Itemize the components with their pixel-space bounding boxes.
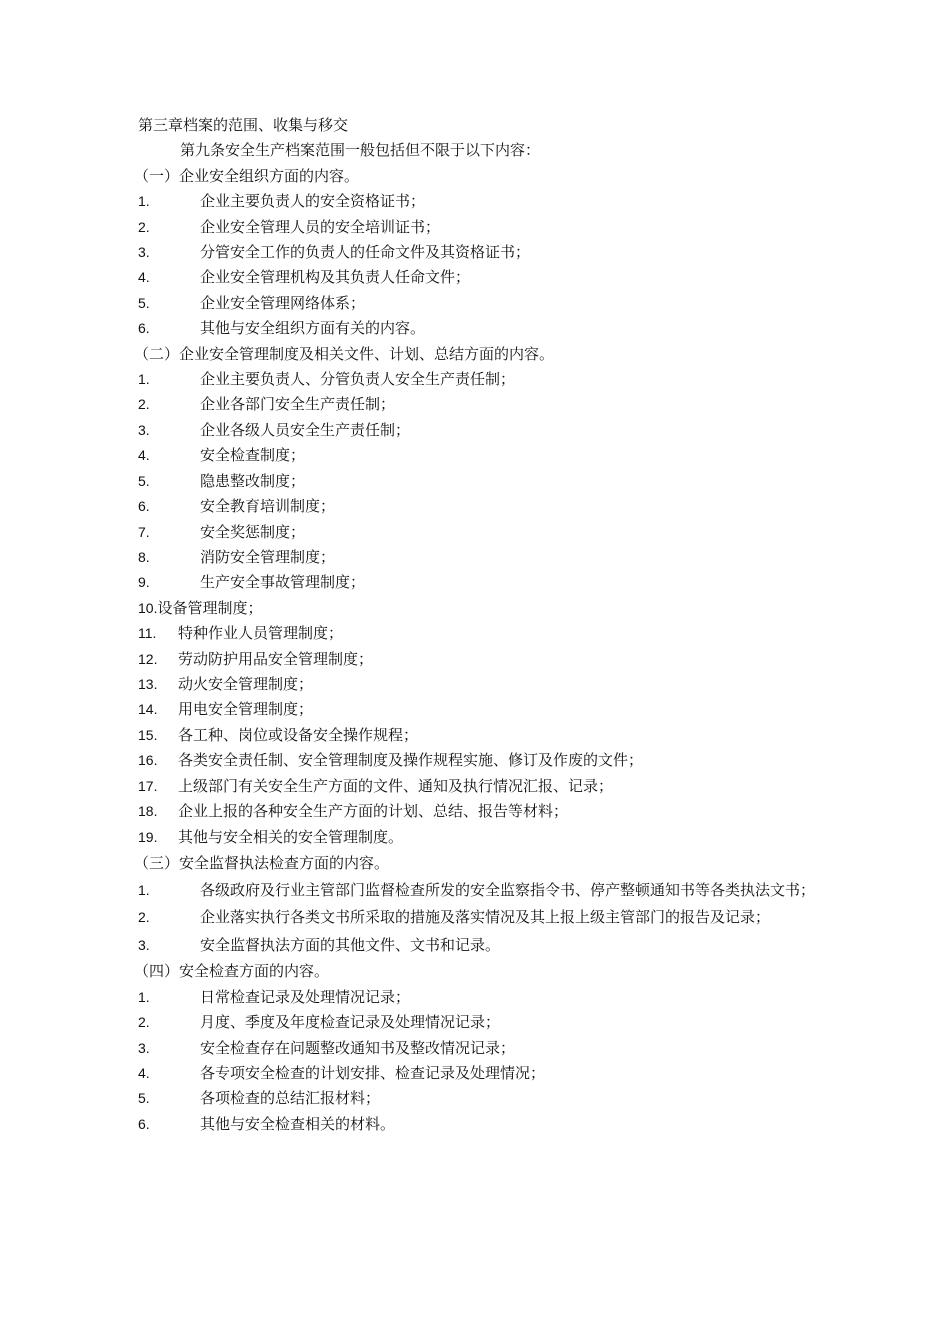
item-text: 生产安全事故管理制度； <box>200 573 366 592</box>
item-text: 各类安全责任制、安全管理制度及操作规程实施、修订及作废的文件； <box>178 751 644 770</box>
item-text: 各专项安全检查的计划安排、检查记录及处理情况； <box>200 1063 546 1082</box>
item-number: 2. <box>138 396 150 413</box>
section-title: （三）安全监督执法检查方面的内容。 <box>134 854 390 873</box>
list-item <box>138 469 828 494</box>
list-item <box>138 443 828 468</box>
list-item <box>138 189 828 214</box>
item-number: 2. <box>138 909 150 926</box>
list-item <box>138 877 828 905</box>
item-number: 1. <box>138 881 150 898</box>
item-number: 17. <box>138 777 158 794</box>
item-number: 13. <box>138 675 158 692</box>
list-item <box>138 265 828 290</box>
item-number: 3. <box>138 421 150 438</box>
list-item <box>138 392 828 417</box>
item-number: 6. <box>138 320 150 337</box>
item-text: 企业主要负责人的安全资格证书； <box>200 192 426 211</box>
item-text: 上级部门有关安全生产方面的文件、通知及执行情况汇报、记录； <box>178 776 614 795</box>
list-item <box>138 1010 828 1035</box>
item-number: 2. <box>138 218 150 235</box>
item-text: 隐患整改制度； <box>200 471 306 490</box>
article-intro: 第九条安全生产档案范围一般包括但不限于以下内容： <box>180 141 541 160</box>
section-title: （四）安全检查方面的内容。 <box>134 962 330 981</box>
item-number: 3. <box>138 936 150 953</box>
list-item <box>138 647 828 672</box>
list-item <box>138 621 828 646</box>
section-title: （二）企业安全管理制度及相关文件、计划、总结方面的内容。 <box>134 344 555 363</box>
item-number: 5. <box>138 1090 150 1107</box>
item-number: 19. <box>138 829 158 846</box>
list-item <box>138 799 828 824</box>
list-item <box>138 932 828 960</box>
list-item <box>138 545 828 570</box>
item-number: 14. <box>138 701 158 718</box>
item-text: 各项检查的总结汇报材料； <box>200 1089 381 1108</box>
item-number: 4. <box>138 269 150 286</box>
item-number: 2. <box>138 1014 150 1031</box>
list-item <box>138 494 828 519</box>
list-item <box>138 1086 828 1111</box>
item-number: 4. <box>138 1064 150 1081</box>
item-text: 企业安全管理网络体系； <box>200 293 366 312</box>
item-number: 1. <box>138 371 150 388</box>
item-text: 设备管理制度； <box>157 598 263 617</box>
list-item <box>138 316 828 341</box>
item-number: 18. <box>138 802 158 819</box>
document-body <box>134 113 828 1137</box>
item-text: 企业安全管理机构及其负责人任命文件； <box>200 268 471 287</box>
item-number: 6. <box>138 498 150 515</box>
item-text: 企业上报的各种安全生产方面的计划、总结、报告等材料； <box>178 801 569 820</box>
list-item <box>138 596 828 621</box>
item-number: 5. <box>138 294 150 311</box>
list-item <box>138 1112 828 1137</box>
item-number: 3. <box>138 244 150 261</box>
item-text: 安全监督执法方面的其他文件、文书和记录。 <box>200 935 501 954</box>
item-text: 安全检查制度； <box>200 446 306 465</box>
item-number: 15. <box>138 726 158 743</box>
chapter-title: 第三章档案的范围、收集与移交 <box>138 116 349 134</box>
item-number: 12. <box>138 650 158 667</box>
list-item <box>138 240 828 265</box>
list-item <box>138 774 828 799</box>
list-item <box>138 291 828 316</box>
item-number: 11. <box>138 625 157 642</box>
item-number: 4. <box>138 447 150 464</box>
item-number: 10. <box>138 599 158 616</box>
list-item <box>138 367 828 392</box>
item-number: 16. <box>138 752 158 769</box>
item-text: 安全检查存在问题整改通知书及整改情况记录； <box>200 1038 516 1057</box>
item-text: 其他与安全检查相关的材料。 <box>200 1114 396 1133</box>
item-number: 6. <box>138 1115 150 1132</box>
item-text: 企业主要负责人、分管负责人安全生产责任制； <box>200 370 516 389</box>
list-item <box>138 904 828 932</box>
item-text: 其他与安全相关的安全管理制度。 <box>178 828 404 847</box>
list-item <box>138 570 828 595</box>
item-text: 分管安全工作的负责人的任命文件及其资格证书； <box>200 243 531 262</box>
list-item <box>138 723 828 748</box>
item-text: 企业落实执行各类文书所采取的措施及落实情况及其上报上级主管部门的报告及记录； <box>200 908 771 927</box>
section-title: （一）企业安全组织方面的内容。 <box>134 166 360 185</box>
item-text: 劳动防护用品安全管理制度； <box>178 649 374 668</box>
item-text: 动火安全管理制度； <box>178 674 314 693</box>
list-item <box>138 748 828 773</box>
item-number: 8. <box>138 548 150 565</box>
item-text: 企业安全管理人员的安全培训证书； <box>200 217 441 236</box>
item-text: 用电安全管理制度； <box>178 700 314 719</box>
item-number: 5. <box>138 472 150 489</box>
item-text: 各级政府及行业主管部门监督检查所发的安全监察指令书、停产整顿通知书等各类执法文书； <box>200 880 816 899</box>
item-text: 日常检查记录及处理情况记录； <box>200 987 411 1006</box>
item-number: 7. <box>138 523 150 540</box>
list-item <box>138 1036 828 1061</box>
item-text: 特种作业人员管理制度； <box>178 624 344 643</box>
item-text: 各工种、岗位或设备安全操作规程； <box>178 725 419 744</box>
item-number: 9. <box>138 574 150 591</box>
list-item <box>138 1061 828 1086</box>
list-item <box>138 672 828 697</box>
item-text: 安全奖惩制度； <box>200 522 306 541</box>
list-item <box>138 697 828 722</box>
list-item <box>138 520 828 545</box>
item-text: 企业各级人员安全生产责任制； <box>200 420 411 439</box>
item-text: 企业各部门安全生产责任制； <box>200 395 396 414</box>
item-text: 安全教育培训制度； <box>200 497 336 516</box>
list-item <box>138 985 828 1010</box>
item-number: 3. <box>138 1039 150 1056</box>
list-item <box>138 418 828 443</box>
item-text: 其他与安全组织方面有关的内容。 <box>200 319 426 338</box>
list-item <box>138 824 828 851</box>
item-text: 月度、季度及年度检查记录及处理情况记录； <box>200 1013 501 1032</box>
list-item <box>138 215 828 240</box>
item-number: 1. <box>138 193 150 210</box>
item-text: 消防安全管理制度； <box>200 547 336 566</box>
item-number: 1. <box>138 988 150 1005</box>
